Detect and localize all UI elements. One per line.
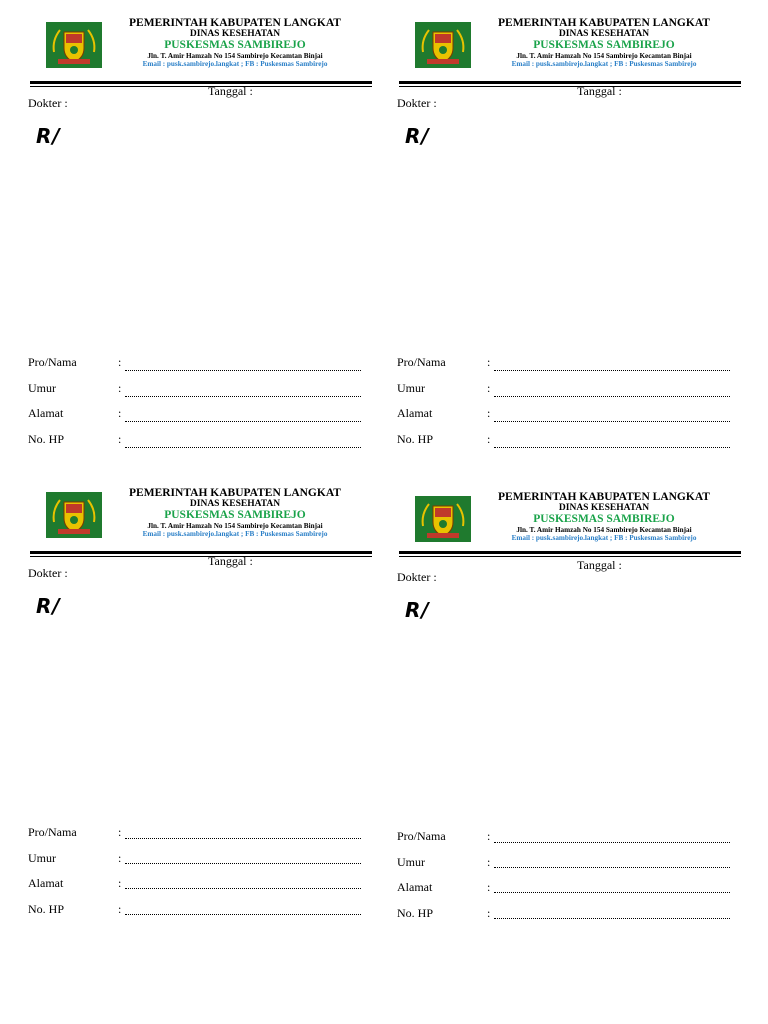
kabupaten-langkat-emblem-icon xyxy=(415,22,471,68)
prescription-card-bottom-left xyxy=(28,486,378,946)
prescription-symbol: R/ xyxy=(405,124,430,148)
header-divider-thin xyxy=(399,556,741,557)
field-colon: : xyxy=(118,406,122,420)
clinic-address: Jln. T. Amir Hamzah No 154 Sambirejo Kecamtan Binjai xyxy=(147,52,323,60)
kabupaten-langkat-emblem-icon xyxy=(46,492,102,538)
field-colon: : xyxy=(487,855,491,869)
phone-field-line[interactable] xyxy=(494,918,730,919)
field-label-address: Alamat xyxy=(397,406,433,420)
address-field-line[interactable] xyxy=(494,421,730,422)
phone-field-line[interactable] xyxy=(494,447,730,448)
field-label-phone: No. HP xyxy=(397,432,434,446)
date-label: Tanggal : xyxy=(577,558,622,572)
clinic-name: PUSKESMAS SAMBIREJO xyxy=(533,39,675,51)
prescription-symbol: R/ xyxy=(405,598,430,622)
clinic-contact: Email : pusk.sambirejo.langkat ; FB : Puskesmas Sambirejo xyxy=(142,60,328,68)
field-colon: : xyxy=(118,355,122,369)
header-divider-thin xyxy=(30,556,372,557)
field-label-address: Alamat xyxy=(28,406,64,420)
field-label-phone: No. HP xyxy=(28,902,65,916)
government-title: PEMERINTAH KABUPATEN LANGKAT xyxy=(498,17,710,29)
field-colon: : xyxy=(487,432,491,446)
prescription-card-top-right xyxy=(397,16,747,476)
name-field-line[interactable] xyxy=(494,370,730,371)
field-colon: : xyxy=(118,432,122,446)
name-field-line[interactable] xyxy=(125,370,361,371)
field-colon: : xyxy=(118,381,122,395)
clinic-contact: Email : pusk.sambirejo.langkat ; FB : Puskesmas Sambirejo xyxy=(142,530,328,538)
age-field-line[interactable] xyxy=(125,396,361,397)
phone-field-line[interactable] xyxy=(125,447,361,448)
clinic-name: PUSKESMAS SAMBIREJO xyxy=(164,39,306,51)
name-field-line[interactable] xyxy=(494,842,730,843)
field-colon: : xyxy=(118,825,122,839)
government-title: PEMERINTAH KABUPATEN LANGKAT xyxy=(129,17,341,29)
field-label-name: Pro/Nama xyxy=(397,829,446,843)
field-colon: : xyxy=(487,880,491,894)
field-label-name: Pro/Nama xyxy=(397,355,446,369)
field-colon: : xyxy=(487,406,491,420)
header-divider-thick xyxy=(399,81,741,84)
age-field-line[interactable] xyxy=(494,396,730,397)
prescription-symbol: R/ xyxy=(36,124,61,148)
field-label-address: Alamat xyxy=(28,876,64,890)
age-field-line[interactable] xyxy=(494,867,730,868)
clinic-contact: Email : pusk.sambirejo.langkat ; FB : Puskesmas Sambirejo xyxy=(511,60,697,68)
field-label-name: Pro/Nama xyxy=(28,355,77,369)
field-label-age: Umur xyxy=(397,381,425,395)
doctor-label: Dokter : xyxy=(28,96,68,110)
doctor-label: Dokter : xyxy=(397,96,437,110)
date-label: Tanggal : xyxy=(577,84,622,98)
field-colon: : xyxy=(118,876,122,890)
age-field-line[interactable] xyxy=(125,863,361,864)
field-colon: : xyxy=(487,381,491,395)
doctor-label: Dokter : xyxy=(397,570,437,584)
field-label-phone: No. HP xyxy=(397,906,434,920)
clinic-address: Jln. T. Amir Hamzah No 154 Sambirejo Kecamtan Binjai xyxy=(516,52,692,60)
address-field-line[interactable] xyxy=(494,892,730,893)
field-label-address: Alamat xyxy=(397,880,433,894)
prescription-symbol: R/ xyxy=(36,594,61,618)
date-label: Tanggal : xyxy=(208,554,253,568)
clinic-contact: Email : pusk.sambirejo.langkat ; FB : Puskesmas Sambirejo xyxy=(511,534,697,542)
government-title: PEMERINTAH KABUPATEN LANGKAT xyxy=(498,491,710,503)
clinic-address: Jln. T. Amir Hamzah No 154 Sambirejo Kecamtan Binjai xyxy=(147,522,323,530)
date-label: Tanggal : xyxy=(208,84,253,98)
name-field-line[interactable] xyxy=(125,838,361,839)
field-colon: : xyxy=(118,902,122,916)
department-title: DINAS KESEHATAN xyxy=(558,29,650,39)
government-title: PEMERINTAH KABUPATEN LANGKAT xyxy=(129,487,341,499)
field-colon: : xyxy=(487,355,491,369)
clinic-address: Jln. T. Amir Hamzah No 154 Sambirejo Kecamtan Binjai xyxy=(516,526,692,534)
header-divider-thick xyxy=(30,81,372,84)
kabupaten-langkat-emblem-icon xyxy=(415,496,471,542)
address-field-line[interactable] xyxy=(125,888,361,889)
address-field-line[interactable] xyxy=(125,421,361,422)
header-divider-thick xyxy=(399,551,741,554)
phone-field-line[interactable] xyxy=(125,914,361,915)
department-title: DINAS KESEHATAN xyxy=(558,503,650,513)
kabupaten-langkat-emblem-icon xyxy=(46,22,102,68)
department-title: DINAS KESEHATAN xyxy=(189,29,281,39)
department-title: DINAS KESEHATAN xyxy=(189,499,281,509)
header-divider-thin xyxy=(399,86,741,87)
clinic-name: PUSKESMAS SAMBIREJO xyxy=(164,509,306,521)
clinic-name: PUSKESMAS SAMBIREJO xyxy=(533,513,675,525)
field-label-age: Umur xyxy=(28,381,56,395)
prescription-card-bottom-right xyxy=(397,490,747,950)
field-label-age: Umur xyxy=(28,851,56,865)
prescription-card-top-left xyxy=(28,16,378,476)
header-divider-thin xyxy=(30,86,372,87)
doctor-label: Dokter : xyxy=(28,566,68,580)
field-colon: : xyxy=(487,829,491,843)
field-label-name: Pro/Nama xyxy=(28,825,77,839)
field-colon: : xyxy=(118,851,122,865)
header-divider-thick xyxy=(30,551,372,554)
field-label-age: Umur xyxy=(397,855,425,869)
field-colon: : xyxy=(487,906,491,920)
field-label-phone: No. HP xyxy=(28,432,65,446)
